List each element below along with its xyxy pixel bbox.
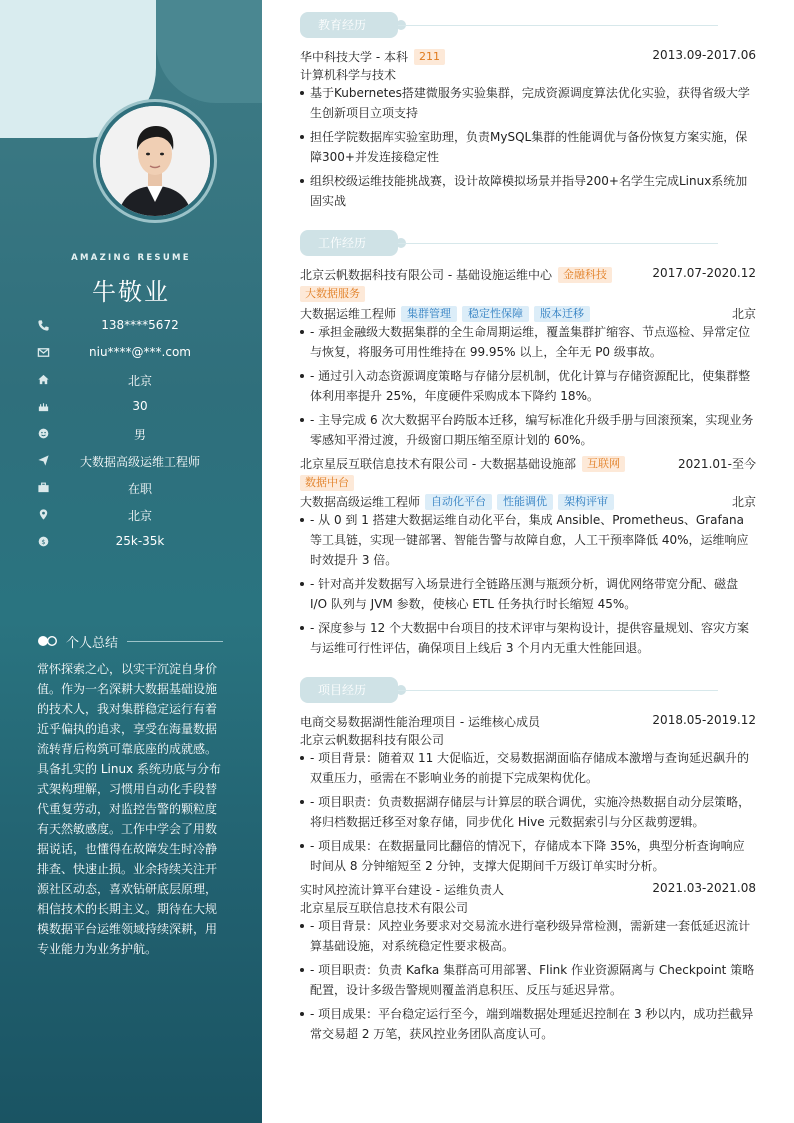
location-text: 北京	[127, 509, 152, 523]
divider	[398, 690, 718, 691]
job-company: 北京星辰互联信息技术有限公司 - 大数据基础设施部	[300, 457, 576, 471]
skill-tag: 性能调优	[497, 494, 553, 510]
info-age	[0, 398, 262, 416]
svg-text:$: $	[41, 537, 46, 546]
project-date: 2018.05-2019.12	[652, 713, 756, 727]
job-tag: 大数据服务	[300, 286, 365, 302]
avatar-photo	[100, 106, 210, 216]
project-bullet: - 项目背景：随着双 11 大促临近，交易数据湖面临存储成本激增与查询延迟飙升的双重压力，亟需在不影响业务的前提下完成架构优化。	[300, 748, 756, 788]
job-bullet: - 从 0 到 1 搭建大数据运维自动化平台，集成 Ansible、Prometheus、Grafana 等工具链，实现一键部署、智能告警与故障自愈，人工干预率降低 40%，运维响应时效提升 3 倍。	[300, 510, 756, 570]
job-city: 北京	[731, 307, 756, 321]
edu-date: 2013.09-2017.06	[652, 48, 756, 62]
job-bullet: - 承担金融级大数据集群的全生命周期运维，覆盖集群扩缩容、节点巡检、异常定位与恢复，将服务可用性维持在 99.95% 以上，全年无 P0 级事故。	[300, 322, 756, 362]
info-phone	[0, 317, 262, 335]
project-bullet: - 项目职责：负责数据湖存储层与计算层的联合调优，实施冷热数据自动分层策略，将归档数据迁移至对象存储，同步优化 Hive 元数据索引与分区裁剪逻辑。	[300, 792, 756, 832]
sidebar	[0, 0, 262, 1123]
info-gender	[0, 425, 262, 443]
edu-bullet: 担任学院数据库实验室助理，负责MySQL集群的性能调优与备份恢复方案实施，保障300+并发连接稳定性	[300, 127, 756, 167]
edu-bullet: 组织校级运维技能挑战赛，设计故障模拟场景并指导200+名学生完成Linux系统加固实战	[300, 171, 756, 211]
info-home	[0, 371, 262, 389]
age-text: 30	[132, 399, 148, 413]
summary-text: 常怀探索之心，以实干沉淀自身价值。作为一名深耕大数据基础设施的技术人，我对集群稳定运行有着近乎偏执的追求，享受在海量数据流转背后构筑可靠底座的成就感。具备扎实的 Linux 系统功底与分布式架构理解，习惯用自动化手段替代重复劳动，对监控告警的颗粒度有天然敏感度。工作中学会了用数据说话，也懂得在故障发生时冷静排查、快速止损。业余持续关注开源社区动态，喜欢钻研底层原理，相信技术的长期主义。期待在大规模数据平台运维领域持续深耕，用专业能力为业务护航。	[37, 662, 221, 956]
edu-major: 计算机科学与技术	[300, 68, 397, 82]
job-tag: 数据中台	[300, 475, 354, 491]
section-title: 教育经历	[300, 12, 398, 38]
section-title: 项目经历	[300, 677, 398, 703]
edu-bullet: 基于Kubernetes搭建微服务实验集群，完成资源调度算法优化实验，获得省级大学生创新项目立项支持	[300, 83, 756, 123]
job-company: 北京云帆数据科技有限公司 - 基础设施运维中心	[300, 268, 552, 282]
info-position	[0, 452, 262, 470]
job-tag: 互联网	[582, 456, 625, 472]
job-city: 北京	[731, 495, 756, 509]
skill-tag: 自动化平台	[425, 494, 492, 510]
job-tag-row	[300, 475, 354, 491]
divider	[398, 243, 718, 244]
skill-tag: 版本迁移	[534, 306, 590, 322]
job-bullet: - 深度参与 12 个大数据中台项目的技术评审与架构设计，提供容量规划、容灾方案与运维可行性评估，确保项目上线后 3 个月内无重大性能回退。	[300, 618, 756, 658]
job-role: 大数据运维工程师	[300, 307, 397, 321]
job-bullet: - 针对高并发数据写入场景进行全链路压测与瓶颈分析，调优网络带宽分配、磁盘 I/O 队列与 JVM 参数，使核心 ETL 任务执行时长缩短 45%。	[300, 574, 756, 614]
phone-text: 138****5672	[101, 318, 179, 332]
info-location	[0, 506, 262, 524]
decor-shape	[156, 0, 262, 103]
edu-school-row	[300, 48, 445, 65]
skill-tag: 集群管理	[401, 306, 457, 322]
project-org: 北京云帆数据科技有限公司	[300, 733, 445, 747]
edu-tag: 211	[414, 49, 445, 65]
position-text: 大数据高级运维工程师	[79, 455, 200, 469]
job-company-row	[300, 266, 612, 283]
skill-tag: 架构评审	[558, 494, 614, 510]
project-bullet: - 项目成果：平台稳定运行至今，端到端数据处理延迟控制在 3 秒以内，成功拦截异常交易超 2 万笔，获风控业务团队高度认可。	[300, 1004, 756, 1044]
toggle-dots-icon	[37, 635, 59, 647]
project-org: 北京星辰互联信息技术有限公司	[300, 901, 469, 915]
amazing-resume-label: AMAZING RESUME	[71, 253, 191, 263]
salary-text: 25k-35k	[115, 534, 165, 548]
gender-text: 男	[133, 428, 146, 442]
summary-heading	[37, 632, 227, 650]
job-role-row	[300, 305, 590, 322]
job-tag-row	[300, 286, 365, 302]
info-salary	[0, 533, 262, 551]
email-text: niu****@***.com	[89, 345, 191, 359]
divider	[127, 641, 223, 642]
person-name: 牛敬业	[92, 278, 170, 306]
avatar	[100, 106, 210, 216]
section-projects	[300, 677, 720, 703]
divider	[398, 25, 718, 26]
job-tag: 金融科技	[558, 267, 612, 283]
project-name: 电商交易数据湖性能治理项目 - 运维核心成员	[300, 715, 540, 729]
project-bullet: - 项目背景：风控业务要求对交易流水进行毫秒级异常检测，需新建一套低延迟流计算基础设施，对系统稳定性要求极高。	[300, 916, 756, 956]
job-bullet: - 通过引入动态资源调度策略与存储分层机制，优化计算与存储资源配比，使集群整体利用率提升 25%，年度硬件采购成本下降约 18%。	[300, 366, 756, 406]
summary-title: 个人总结	[66, 636, 119, 651]
job-company-row	[300, 455, 625, 472]
project-name: 实时风控流计算平台建设 - 运维负责人	[300, 883, 504, 897]
project-bullet: - 项目成果：在数据量同比翻倍的情况下，存储成本下降 35%，典型分析查询响应时间从 8 分钟缩短至 2 分钟，支撑大促期间千万级订单实时分析。	[300, 836, 756, 876]
status-text: 在职	[127, 482, 152, 496]
info-email	[0, 344, 262, 362]
job-bullet: - 主导完成 6 次大数据平台跨版本迁移，编写标准化升级手册与回滚预案，实现业务零感知平滑过渡，升级窗口期压缩至原计划的 60%。	[300, 410, 756, 450]
section-education	[300, 12, 720, 38]
section-title: 工作经历	[300, 230, 398, 256]
section-work	[300, 230, 720, 256]
project-date: 2021.03-2021.08	[652, 881, 756, 895]
info-status	[0, 479, 262, 497]
job-role-row	[300, 493, 614, 510]
job-role: 大数据高级运维工程师	[300, 495, 421, 509]
skill-tag: 稳定性保障	[462, 306, 529, 322]
edu-school: 华中科技大学 - 本科	[300, 50, 408, 64]
project-bullet: - 项目职责：负责 Kafka 集群高可用部署、Flink 作业资源隔离与 Checkpoint 策略配置，设计多级告警规则覆盖消息积压、反压与延迟异常。	[300, 960, 756, 1000]
job-date: 2021.01-至今	[678, 457, 756, 471]
home-text: 北京	[127, 374, 152, 388]
job-date: 2017.07-2020.12	[652, 266, 756, 280]
